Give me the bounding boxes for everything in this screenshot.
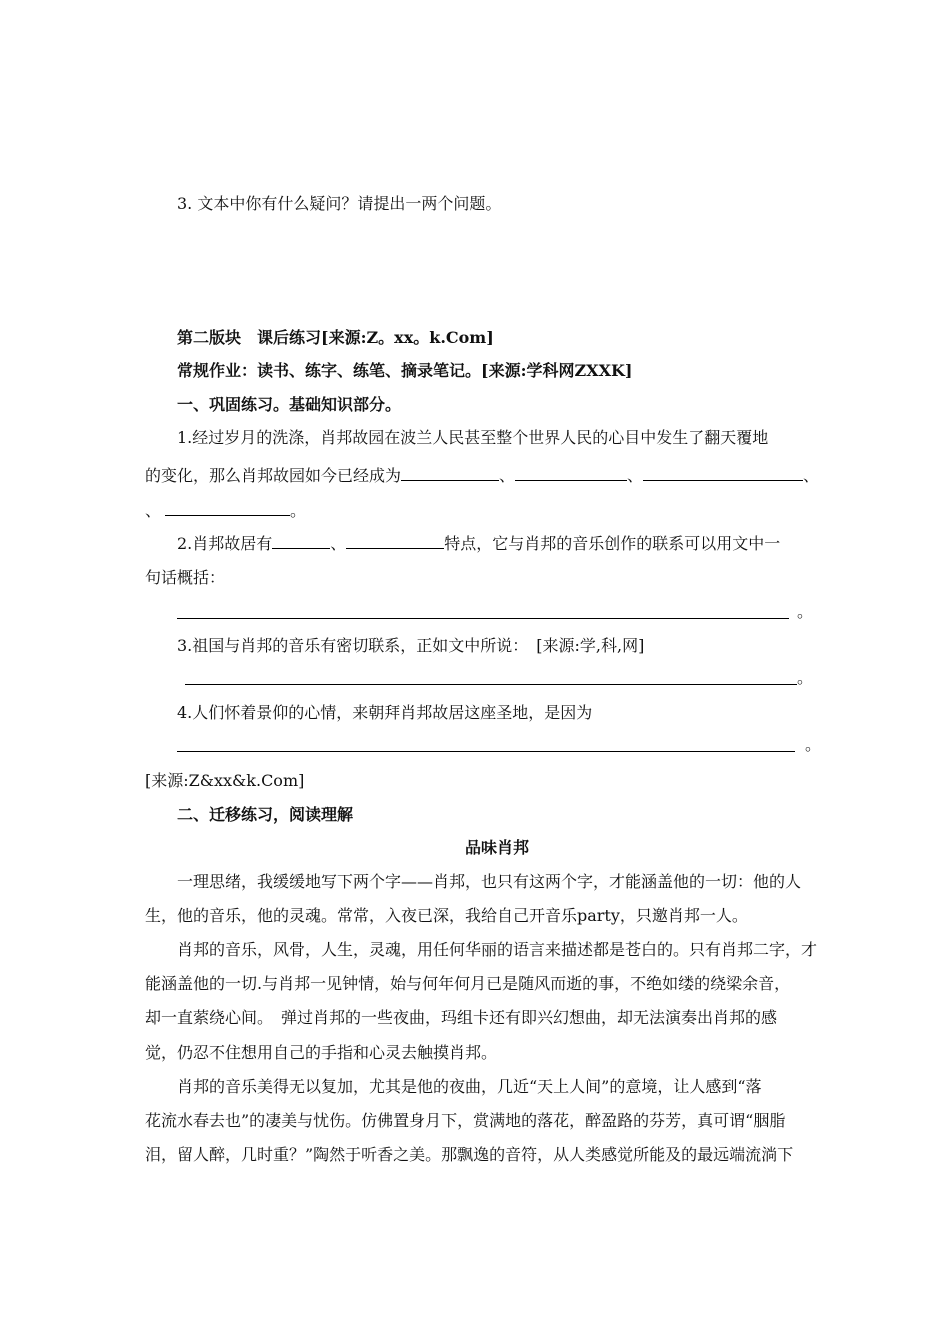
exercise-1-line-1: 1.经过岁月的洗涤，肖邦故园在波兰人民甚至整个世界人民的心目中发生了翻天覆地 bbox=[177, 428, 769, 447]
exercise-2-suffix: 特点，它与肖邦的音乐创作的联系可以用文中一 bbox=[444, 534, 781, 553]
separator: 、 bbox=[330, 534, 347, 553]
exercise-2-line-2: 句话概括： bbox=[145, 568, 226, 587]
answer-blank[interactable] bbox=[515, 464, 627, 481]
exercise-1-text: 的变化，那么肖邦故园如今已经成为 bbox=[145, 466, 402, 485]
paragraph-2-line-3: 却一直萦绕心间。 弹过肖邦的一些夜曲，玛组卡还有即兴幻想曲，却无法演奏出肖邦的感 bbox=[145, 1008, 778, 1027]
article-title: 品味肖邦 bbox=[464, 838, 529, 857]
separator: 、 bbox=[627, 466, 644, 485]
paragraph-3-line-1: 肖邦的音乐美得无以复加，尤其是他的夜曲，几近“天上人间”的意境，让人感到“落 bbox=[177, 1077, 762, 1096]
answer-line[interactable] bbox=[185, 684, 797, 685]
part-2-heading: 二、迁移练习，阅读理解 bbox=[177, 805, 354, 824]
separator: 、 bbox=[499, 466, 516, 485]
source-note: [来源:Z&xx&k.Com] bbox=[145, 771, 305, 790]
answer-blank[interactable] bbox=[272, 532, 330, 549]
exercise-4: 4.人们怀着景仰的心情，来朝拜肖邦故居这座圣地，是因为 bbox=[177, 703, 593, 722]
paragraph-3-line-3: 泪，留人醉，几时重？”陶然于听香之美。那飘逸的音符，从人类感觉所能及的最远端流淌下 bbox=[145, 1145, 794, 1164]
exercise-3: 3.祖国与肖邦的音乐有密切联系，正如文中所说： [来源:学,科,网] bbox=[177, 636, 645, 655]
section-2-heading: 第二版块 课后练习[来源:Z。xx。k.Com] bbox=[177, 328, 494, 347]
answer-blank[interactable] bbox=[346, 532, 444, 549]
paragraph-3-line-2: 花流水春去也”的凄美与忧伤。仿佛置身月下，赏满地的落花，醉盈路的芬芳，真可谓“胭脂 bbox=[145, 1111, 786, 1130]
period: 。 bbox=[797, 668, 814, 687]
separator: 、 bbox=[803, 466, 820, 485]
period: 。 bbox=[805, 735, 822, 754]
paragraph-2-line-2: 能涵盖他的一切.与肖邦一见钟情，始与何年何月已是随风而逝的事，不绝如缕的绕梁余音， bbox=[145, 974, 791, 993]
exercise-2-line-1 bbox=[177, 532, 780, 554]
answer-line[interactable] bbox=[177, 618, 789, 619]
period: 。 bbox=[797, 602, 814, 621]
exercise-1-line-2 bbox=[145, 464, 819, 486]
routine-homework: 常规作业：读书、练字、练笔、摘录笔记。[来源:学科网ZXXK] bbox=[177, 361, 633, 380]
part-1-heading: 一、巩固练习。基础知识部分。 bbox=[177, 395, 402, 414]
paragraph-1-line-1: 一理思绪，我缓缓地写下两个字——肖邦，也只有这两个字，才能涵盖他的一切：他的人 bbox=[177, 872, 802, 891]
question-3: 3. 文本中你有什么疑问？请提出一两个问题。 bbox=[177, 194, 502, 213]
period: 。 bbox=[290, 501, 307, 520]
paragraph-1-line-2: 生，他的音乐，他的灵魂。常常，入夜已深，我给自己开音乐party，只邀肖邦一人。 bbox=[145, 906, 748, 925]
separator: 、 bbox=[145, 501, 162, 520]
exercise-2-prefix: 2.肖邦故居有 bbox=[177, 534, 273, 553]
paragraph-2-line-1: 肖邦的音乐，风骨，人生，灵魂，用任何华丽的语言来描述都是苍白的。只有肖邦二字，才 bbox=[177, 940, 818, 959]
answer-blank[interactable] bbox=[643, 464, 803, 481]
exercise-1-line-3 bbox=[145, 499, 306, 521]
answer-blank[interactable] bbox=[165, 499, 290, 516]
answer-line[interactable] bbox=[177, 751, 795, 752]
paragraph-2-line-4: 觉，仍忍不住想用自己的手指和心灵去触摸肖邦。 bbox=[145, 1043, 498, 1062]
answer-blank[interactable] bbox=[401, 464, 499, 481]
